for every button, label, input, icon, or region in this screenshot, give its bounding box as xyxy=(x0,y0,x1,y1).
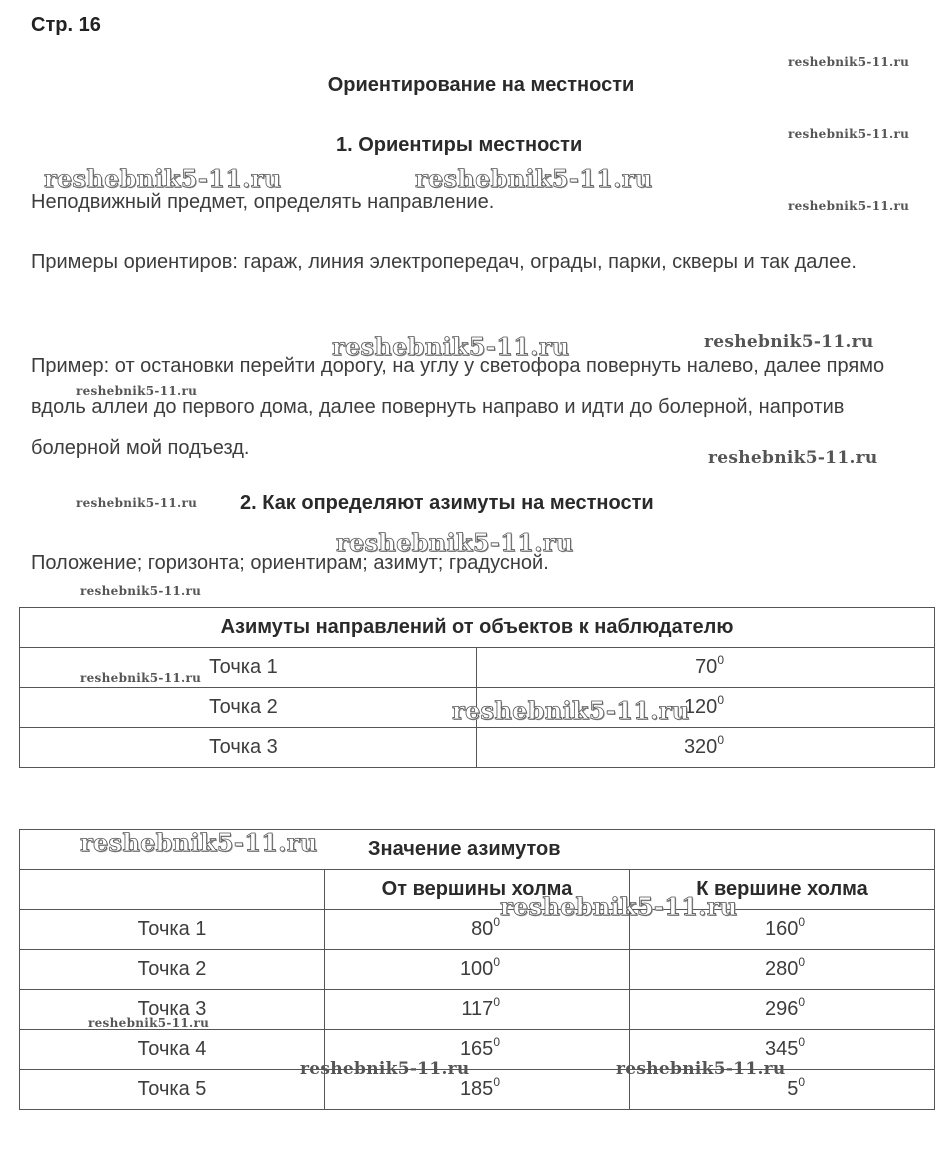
table2-point: Точка 5 xyxy=(20,1070,325,1110)
section1-paragraph-3: Пример: от остановки перейти дорогу, на углу у светофора повернуть налево, далее прямо вдоль аллеи до первого дома, далее повернуть направо и идти до болерной, напротив болерной мой подъезд. xyxy=(31,355,885,459)
table2-empty-header xyxy=(20,870,325,910)
table2-point: Точка 4 xyxy=(20,1030,325,1070)
table2-to: $345^0$ xyxy=(630,1030,935,1070)
table-row xyxy=(20,1070,935,1110)
watermark: reshebnik5-11.ru xyxy=(76,496,198,510)
table2-to: $160^0$ xyxy=(630,910,935,950)
table1-azimuth: $120^0$ xyxy=(477,688,935,728)
watermark: reshebnik5-11.ru xyxy=(616,1059,786,1079)
table2-point: Точка 3 xyxy=(20,990,325,1030)
table-row xyxy=(20,910,935,950)
watermark: reshebnik5-11.ru xyxy=(500,892,738,921)
watermark: reshebnik5-11.ru xyxy=(415,164,653,193)
table1-azimuth: $70^0$ xyxy=(477,648,935,688)
table1-point: Точка 1 xyxy=(20,648,477,688)
table1-point: Точка 2 xyxy=(20,688,477,728)
table-row xyxy=(20,648,935,688)
table2-from: $117^0$ xyxy=(325,990,630,1030)
section1-paragraph-2: Примеры ориентиров: гараж, линия электропередач, ограды, парки, скверы и так далее. xyxy=(31,251,857,273)
watermark: reshebnik5-11.ru xyxy=(336,528,574,557)
watermark: reshebnik5-11.ru xyxy=(76,384,198,398)
table2-from: $185^0$ xyxy=(325,1070,630,1110)
section2-paragraph: Положение; горизонта; ориентирам; азимут; градусной. xyxy=(31,552,549,574)
table-row xyxy=(20,990,935,1030)
table1-title: Азимуты направлений от объектов к наблюдателю xyxy=(20,608,935,648)
table2-to: $5^0$ xyxy=(630,1070,935,1110)
watermark: reshebnik5-11.ru xyxy=(88,1016,210,1030)
azimuth-directions-table xyxy=(19,607,935,768)
section1-paragraph-1: Неподвижный предмет, определять направление. xyxy=(31,191,495,213)
table1-azimuth: $320^0$ xyxy=(477,728,935,768)
section1-heading: 1. Ориентиры местности xyxy=(336,134,583,156)
table-row xyxy=(20,950,935,990)
table2-point: Точка 1 xyxy=(20,910,325,950)
watermark: reshebnik5-11.ru xyxy=(704,332,874,352)
section2-heading: 2. Как определяют азимуты на местности xyxy=(240,492,654,514)
table-row xyxy=(20,688,935,728)
watermark: reshebnik5-11.ru xyxy=(788,199,910,213)
table2-col-to: К вершине холма xyxy=(630,870,935,910)
table2-from: $80^0$ xyxy=(325,910,630,950)
table-row xyxy=(20,728,935,768)
watermark: reshebnik5-11.ru xyxy=(332,332,570,361)
table2-from: $100^0$ xyxy=(325,950,630,990)
table-row xyxy=(20,1030,935,1070)
watermark: reshebnik5-11.ru xyxy=(80,828,318,857)
watermark: reshebnik5-11.ru xyxy=(80,584,202,598)
table2-col-from: От вершины холма xyxy=(325,870,630,910)
table2-from: $165^0$ xyxy=(325,1030,630,1070)
table2-to: $296^0$ xyxy=(630,990,935,1030)
table2-to: $280^0$ xyxy=(630,950,935,990)
watermark: reshebnik5-11.ru xyxy=(44,164,282,193)
watermark: reshebnik5-11.ru xyxy=(788,127,910,141)
page-title: Ориентирование на местности xyxy=(327,74,635,96)
table2-title: Значение азимутов xyxy=(20,830,935,870)
watermark: reshebnik5-11.ru xyxy=(708,448,878,468)
table2-point: Точка 2 xyxy=(20,950,325,990)
watermark: reshebnik5-11.ru xyxy=(300,1059,470,1079)
page-number: Стр. 16 xyxy=(31,14,101,36)
azimuth-values-table xyxy=(19,829,935,1110)
watermark: reshebnik5-11.ru xyxy=(788,55,910,69)
watermark: reshebnik5-11.ru xyxy=(452,696,690,725)
table1-point: Точка 3 xyxy=(20,728,477,768)
watermark: reshebnik5-11.ru xyxy=(80,671,202,685)
